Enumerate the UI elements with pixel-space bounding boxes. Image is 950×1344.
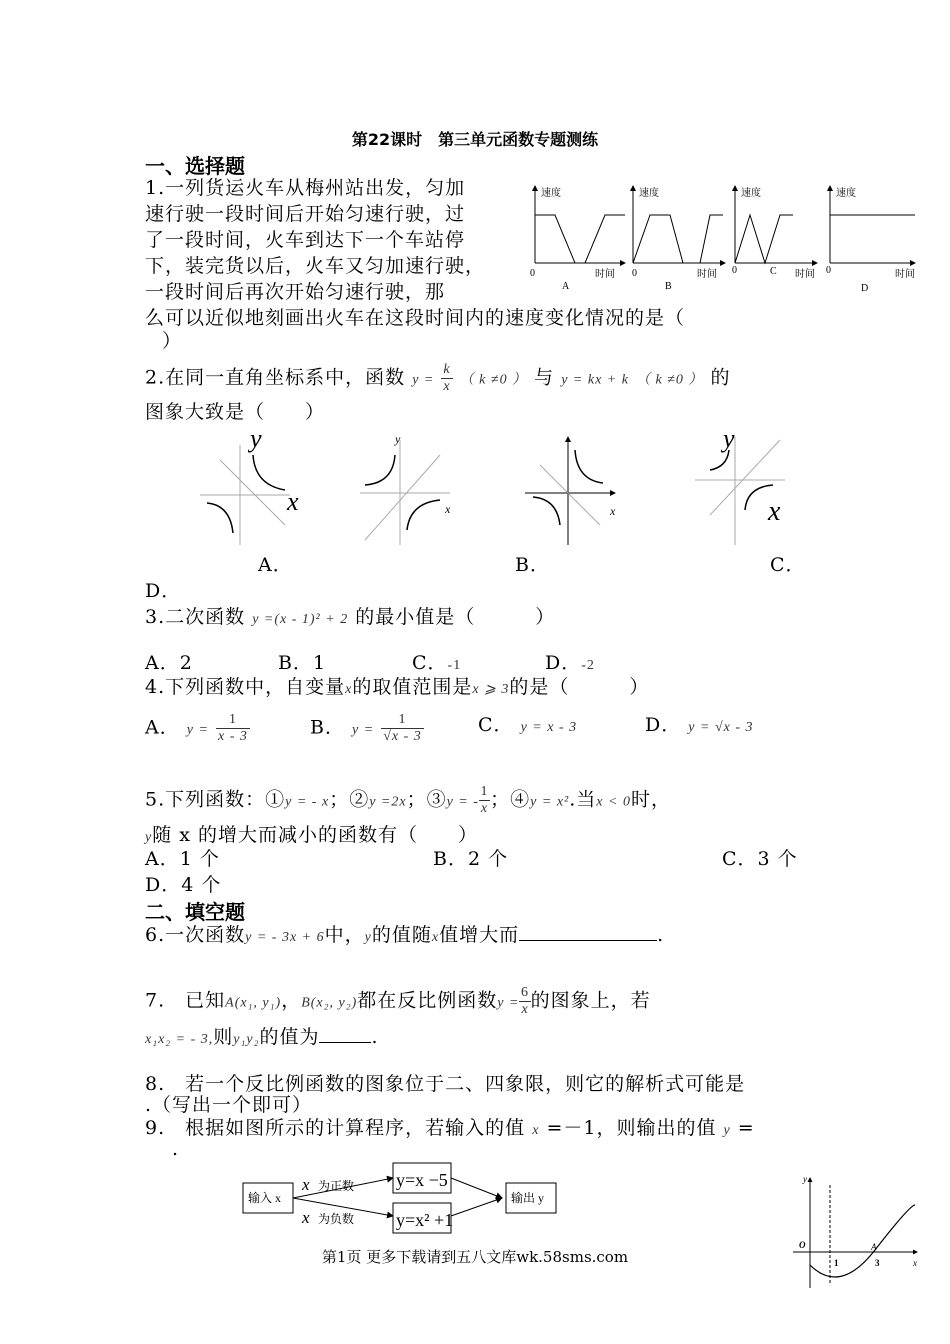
- q5-f4: y = x²: [530, 794, 570, 810]
- q4-option-d: [645, 712, 754, 741]
- q2-f1-num: k: [443, 362, 451, 377]
- q5-option-c: C．3 个: [722, 848, 798, 870]
- q1-line-2: 速行驶一段时间后开始匀速行驶，过: [145, 203, 466, 225]
- q7-comma: ，: [281, 989, 302, 1012]
- parabola-y-label: y: [803, 1174, 807, 1184]
- q2-prefix: 2.在同一直角坐标系中，函数: [145, 366, 406, 389]
- q5-option-a: A．1 个: [145, 848, 220, 870]
- page-footer: 第1页 更多下载请到五八文库wk.58sms.com: [321, 1248, 629, 1266]
- q1-line-6: 么可以近似地刻画出火车在这段时间内的速度变化情况的是（: [145, 307, 686, 329]
- q1-line-1: 1.一列货运火车从梅州站出发，匀加: [145, 177, 466, 199]
- q5-f3-num: 1: [480, 784, 489, 799]
- q5-mid: .当: [569, 788, 597, 811]
- q2-option-d: D．: [145, 580, 182, 602]
- q7-mid: 都在反比例函数: [357, 989, 498, 1012]
- q1-graph-c-label: C: [770, 266, 777, 277]
- q3-option-a: A．2: [145, 652, 193, 674]
- flow-input-label: 输入 x: [248, 1191, 282, 1205]
- q7-point-a: A(x₁, y₁): [225, 995, 282, 1011]
- q5-line2-var: y: [145, 830, 153, 845]
- q5-prefix: 5.下列函数：①: [145, 788, 286, 811]
- q7-expr: y₁y₂: [233, 1032, 260, 1047]
- q2-suffix: 的: [710, 366, 731, 389]
- q4-option-a-label: A．: [145, 716, 180, 739]
- q5-f3-den: x: [480, 801, 489, 816]
- q2-graph-d-y: y: [723, 425, 735, 453]
- q1-graph-a: [530, 186, 625, 292]
- q2-option-c: C．: [770, 554, 806, 576]
- q2-graph-c: [525, 437, 616, 545]
- q1-graph-a-xlabel: 时间: [595, 269, 615, 280]
- q1-graph-a-ylabel: 速度: [541, 188, 561, 199]
- q5-f1: y = - x: [285, 794, 330, 810]
- q2-line-1: [145, 362, 730, 395]
- q2-f2: y = kx + k: [561, 372, 629, 388]
- q3-option-c-label: C．: [412, 652, 448, 674]
- q9-prefix: 9. 根据如图所示的计算程序，若输入的值: [145, 1117, 526, 1139]
- parabola-point-a: A: [871, 1242, 877, 1252]
- flow-pos-label: 为正数: [318, 1179, 355, 1193]
- q8-line-2: .（写出一个即可）: [145, 1094, 313, 1116]
- q1-speed-graphs: [525, 178, 925, 298]
- q1-graph-b-ylabel: 速度: [639, 188, 659, 199]
- q7-func-lhs: y =: [497, 995, 520, 1011]
- q1-graph-b-origin: 0: [632, 268, 637, 279]
- q2-f1-lhs: y =: [412, 372, 435, 388]
- q4-b-fraction: [381, 712, 424, 745]
- q5-line2-text: 随 x 的增大而减小的函数有（ ）: [152, 824, 479, 846]
- q4-a-den: x - 3: [218, 729, 248, 744]
- q4-b-den: √x - 3: [383, 729, 422, 744]
- q4-d-formula: y = √x - 3: [688, 720, 754, 735]
- q5-sep3: ；④: [490, 788, 531, 811]
- q2-f1-den: x: [443, 379, 451, 394]
- q4-line: [145, 674, 649, 703]
- q2-f1-fraction: [441, 362, 452, 395]
- q7-end: .: [371, 1026, 379, 1048]
- q9-flowchart: [240, 1158, 570, 1238]
- q4-cond: x ⩾ 3: [472, 682, 510, 697]
- q4-mid: 的取值范围是: [352, 676, 473, 698]
- q5-line-1: [145, 784, 671, 817]
- q1-graph-d-ylabel: 速度: [836, 188, 856, 199]
- q1-graph-b: [632, 186, 725, 292]
- q4-option-d-label: D．: [645, 714, 682, 736]
- q1-graph-c-xlabel: 时间: [795, 269, 815, 280]
- q5-cond: x < 0: [596, 794, 631, 810]
- q2-graph-d: [695, 425, 785, 545]
- q6-prefix: 6.一次函数: [145, 924, 246, 946]
- q3-prefix: 3.二次函数: [145, 606, 246, 628]
- q7-func-fraction: [519, 985, 530, 1018]
- q7-cond: x₁x₂ = - 3,: [145, 1032, 214, 1047]
- q1-graph-a-label: A: [562, 281, 570, 292]
- q7-line-1: [145, 985, 651, 1018]
- flow-neg-label: 为负数: [318, 1212, 355, 1226]
- q2-graph-b-y: y: [395, 432, 401, 446]
- section-heading-choice: 一、选择题: [145, 154, 245, 178]
- q4-a-num: 1: [228, 712, 237, 727]
- q3-suffix: 的最小值是（ ）: [355, 606, 556, 628]
- q2-graphs: [195, 425, 815, 550]
- q5-suffix: 时，: [630, 788, 671, 811]
- q2-graph-a-x: x: [287, 487, 299, 516]
- q7-line-2: [145, 1024, 379, 1053]
- q5-sep2: ；③: [406, 788, 447, 811]
- q3-line: [145, 604, 555, 633]
- q1-graph-b-label: B: [665, 281, 672, 292]
- q6-suffix: 值增大而: [439, 924, 520, 946]
- q2-graph-a: [200, 425, 299, 545]
- q2-graph-b-x: x: [445, 502, 451, 516]
- q9-output-var: y: [723, 1123, 731, 1138]
- q6-var-y: y: [364, 930, 372, 945]
- q1-graph-d-label: D: [861, 283, 869, 294]
- q6-mid1: 中，: [324, 924, 365, 946]
- q4-b-lhs: y =: [352, 722, 375, 738]
- q5-f2: y =2x: [369, 794, 407, 810]
- q1-graph-d-xlabel: 时间: [895, 269, 915, 280]
- q4-a-fraction: [216, 712, 250, 745]
- q3-option-b: B．1: [278, 652, 327, 674]
- q1-graph-b-xlabel: 时间: [697, 269, 717, 280]
- q3-option-d-label: D．: [545, 652, 582, 674]
- flow-pos-var: x: [302, 1175, 310, 1194]
- q2-graph-c-x: x: [610, 504, 616, 518]
- q7-point-b: B(x₂, y₂): [301, 995, 358, 1011]
- q2-cond2: （ k ≠0 ）: [635, 372, 704, 388]
- q2-graph-d-x: x: [768, 496, 781, 527]
- q1-graph-c-ylabel: 速度: [741, 188, 761, 199]
- q7-tail: 的值为: [259, 1026, 320, 1048]
- q7-func-den: x: [521, 1002, 529, 1017]
- q7-func-num: 6: [521, 985, 530, 1000]
- q1-graph-d: [826, 186, 915, 294]
- q9-input-var: x: [532, 1123, 540, 1138]
- q1-line-5: 一段时间后再次开始匀速行驶，那: [145, 281, 446, 303]
- q2-option-b: B．: [515, 554, 550, 576]
- parabola-origin: O: [799, 1240, 806, 1250]
- q1-line-3: 了一段时间，火车到达下一个车站停: [145, 229, 466, 251]
- q7-suffix: 的图象上，若: [530, 989, 651, 1012]
- q7-then: 则: [213, 1026, 234, 1048]
- flow-output-label: 输出 y: [511, 1191, 545, 1205]
- flow-pos-formula: y=x −5: [396, 1170, 448, 1190]
- page-title: 第22课时 第三单元函数专题测练: [351, 130, 599, 149]
- q4-c-formula: y = x - 3: [520, 720, 578, 735]
- q1-graph-d-origin: 0: [826, 265, 831, 276]
- section-heading-fill: 二、填空题: [145, 900, 245, 924]
- q2-option-a: A．: [258, 554, 293, 576]
- q4-option-c: [478, 712, 577, 741]
- q3-option-d-value: -2: [581, 658, 595, 673]
- q7-prefix: 7. 已知: [145, 989, 226, 1012]
- flow-neg-formula: y=x² +1: [396, 1210, 454, 1230]
- q7-answer-blank[interactable]: [319, 1042, 371, 1043]
- q2-line-2: 图象大致是（ ）: [145, 401, 326, 423]
- q6-formula: y = - 3x + 6: [245, 930, 325, 945]
- q6-end: .: [657, 924, 665, 946]
- q8-line-1: 8. 若一个反比例函数的图象位于二、四象限，则它的解析式可能是: [145, 1073, 746, 1095]
- q4-option-b: [310, 712, 424, 745]
- q1-line-4: 下，装完货以后，火车又匀加速行驶，: [145, 255, 486, 277]
- q5-option-d: D．4 个: [145, 874, 222, 896]
- q5-f3-fraction: [479, 784, 490, 817]
- q6-answer-blank[interactable]: [519, 940, 657, 941]
- q2-cond1: （ k ≠0 ）: [459, 372, 528, 388]
- parabola-tick-3: 3: [875, 1258, 880, 1268]
- parabola-x-label: x: [913, 1258, 917, 1268]
- q6-mid2: 的值随: [371, 924, 432, 946]
- q1-graph-c: [732, 186, 817, 280]
- q1-line-7: ）: [162, 330, 183, 352]
- flow-neg-var: x: [302, 1208, 310, 1227]
- q1-graph-c-origin: 0: [732, 265, 737, 276]
- parabola-graph: [785, 1170, 925, 1290]
- parabola-tick-1: 1: [834, 1258, 839, 1268]
- q4-var: x: [345, 682, 353, 697]
- q5-f3-lhs: y = -: [446, 794, 479, 810]
- q2-graph-b: [360, 432, 451, 545]
- q2-mid: 与: [534, 366, 555, 389]
- q9-input-val: =－1，则输出的值: [546, 1117, 717, 1139]
- q9-line-2: .: [172, 1138, 180, 1160]
- q4-suffix: 的是（ ）: [509, 676, 650, 698]
- q9-eq: =: [737, 1117, 755, 1139]
- q1-graph-a-origin: 0: [530, 268, 535, 279]
- q2-graph-a-y: y: [250, 425, 262, 453]
- q4-option-b-label: B．: [310, 716, 345, 739]
- q3-formula: y =(x - 1)² + 2: [252, 612, 349, 627]
- q4-b-num: 1: [398, 712, 407, 727]
- q5-option-b: B．2 个: [433, 848, 509, 870]
- q4-option-a: [145, 712, 250, 745]
- q6-var-x: x: [431, 930, 440, 945]
- q4-a-lhs: y =: [186, 722, 209, 738]
- q3-option-c-value: -1: [447, 658, 462, 673]
- q6-line: [145, 922, 664, 951]
- q9-line-1: [145, 1115, 755, 1144]
- q4-prefix: 4.下列函数中，自变量: [145, 676, 346, 698]
- q5-sep1: ；②: [329, 788, 370, 811]
- q4-option-c-label: C．: [478, 714, 514, 736]
